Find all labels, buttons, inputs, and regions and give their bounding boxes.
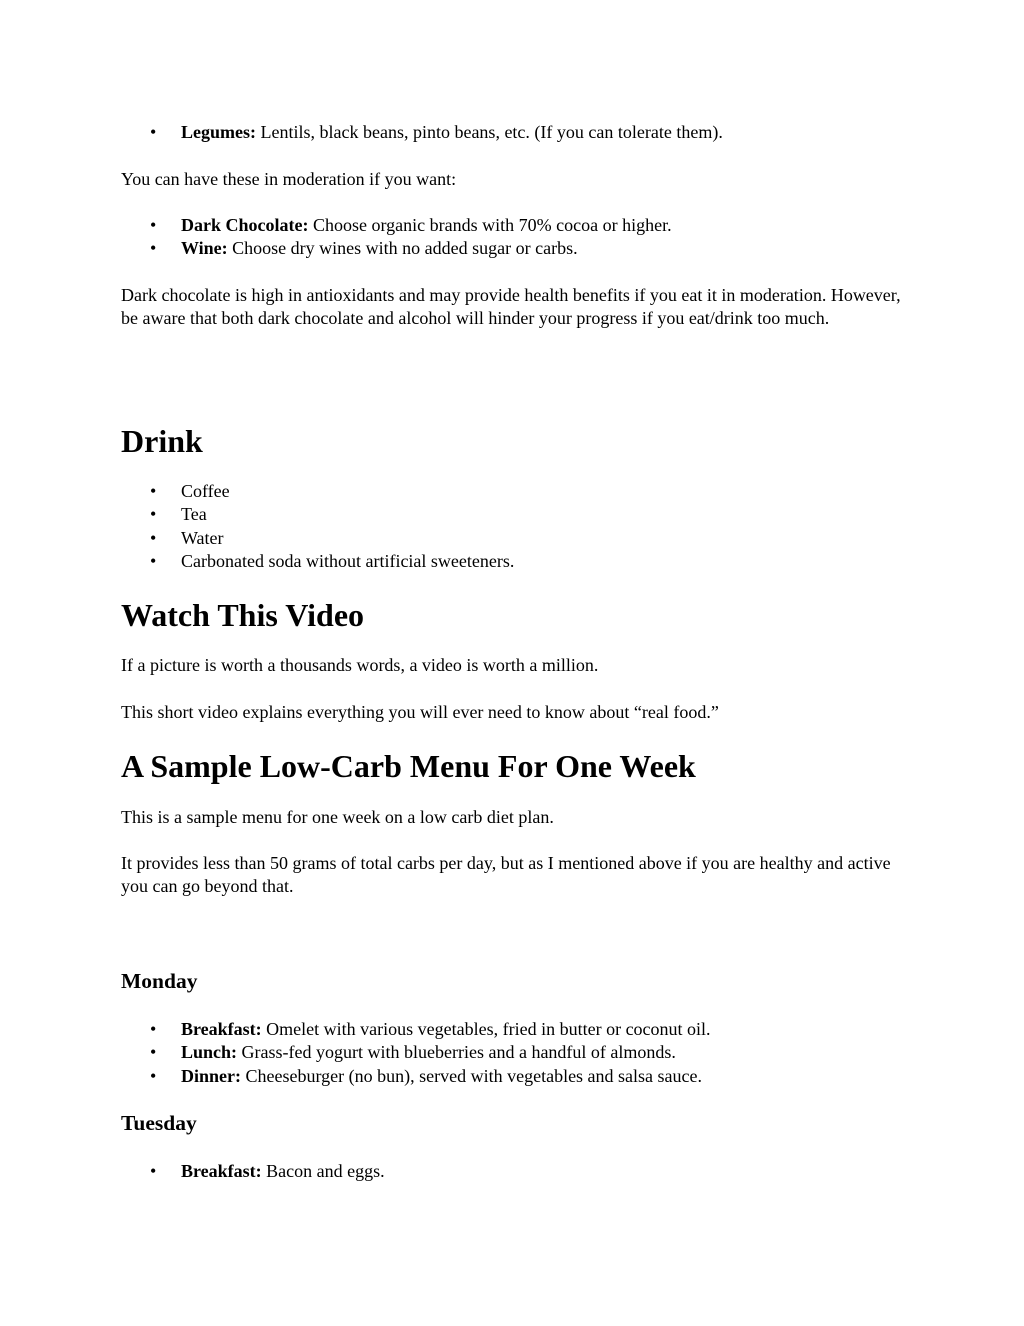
- monday-heading: Monday: [121, 969, 198, 993]
- item-label: Breakfast:: [181, 1161, 262, 1181]
- item-text: Tea: [181, 504, 207, 525]
- video-paragraph-1: If a picture is worth a thousands words, a video is worth a million.: [121, 655, 599, 675]
- bullet-icon: •: [150, 215, 157, 235]
- item-label: Lunch:: [181, 1042, 238, 1063]
- list-item: [121, 1160, 911, 1183]
- tuesday-list: [121, 1160, 911, 1183]
- drink-heading: Drink: [121, 423, 203, 459]
- moderation-intro: You can have these in moderation if you want:: [121, 169, 457, 189]
- item-label: Dinner:: [181, 1065, 241, 1086]
- menu-paragraph-1: This is a sample menu for one week on a low carb diet plan.: [121, 807, 554, 827]
- bullet-icon: •: [150, 1161, 157, 1181]
- item-text: Carbonated soda without artificial sweeteners.: [181, 550, 515, 571]
- bullet-icon: •: [150, 122, 157, 142]
- menu-paragraph-2: It provides less than 50 grams of total carbs per day, but as I mentioned above if you are healthy and active you can go beyond that.: [121, 853, 891, 896]
- item-label: Wine:: [181, 238, 228, 259]
- item-text: Choose organic brands with 70% cocoa or higher.: [308, 215, 672, 235]
- menu-heading: A Sample Low-Carb Menu For One Week: [121, 748, 696, 784]
- monday-list: [121, 1018, 911, 1088]
- list-item: [121, 1041, 911, 1064]
- video-paragraph-2: This short video explains everything you will ever need to know about “real food.”: [121, 702, 719, 722]
- list-item: [121, 237, 911, 260]
- item-text: Omelet with various vegetables, fried in butter or coconut oil.: [261, 1019, 711, 1039]
- item-text: Lentils, black beans, pinto beans, etc. (If you can tolerate them).: [256, 122, 723, 142]
- item-label: Breakfast:: [181, 1019, 262, 1039]
- moderation-note: Dark chocolate is high in antioxidants and may provide health benefits if you eat it in moderation. However, be aware that both dark chocolate and alcohol will hinder your progress if you eat/drink too much.: [121, 285, 901, 328]
- item-text: Cheeseburger (no bun), served with vegetables and salsa sauce.: [241, 1065, 703, 1086]
- list-item: [121, 550, 911, 573]
- video-heading: Watch This Video: [121, 597, 365, 633]
- bullet-icon: •: [150, 1065, 157, 1086]
- bullet-icon: •: [150, 527, 157, 548]
- bullet-icon: •: [150, 550, 157, 571]
- list-item: [121, 1018, 911, 1041]
- list-item: [121, 214, 911, 237]
- bullet-icon: •: [150, 238, 157, 259]
- item-text: Choose dry wines with no added sugar or carbs.: [227, 238, 578, 259]
- item-text: Bacon and eggs.: [261, 1161, 385, 1181]
- list-item: [121, 121, 911, 144]
- list-item: [121, 1065, 911, 1088]
- tuesday-heading: Tuesday: [121, 1111, 197, 1135]
- list-item: [121, 527, 911, 550]
- item-label: Legumes:: [181, 122, 256, 142]
- bullet-icon: •: [150, 1042, 157, 1063]
- drink-list: [121, 480, 911, 573]
- list-item: [121, 503, 911, 526]
- legumes-list: [121, 121, 911, 144]
- moderation-list: [121, 214, 911, 261]
- item-text: Grass-fed yogurt with blueberries and a handful of almonds.: [237, 1042, 676, 1063]
- bullet-icon: •: [150, 504, 157, 525]
- item-text: Water: [181, 527, 224, 548]
- bullet-icon: •: [150, 1019, 157, 1039]
- bullet-icon: •: [150, 481, 157, 501]
- item-text: Coffee: [181, 481, 230, 501]
- list-item: [121, 480, 911, 503]
- item-label: Dark Chocolate:: [181, 215, 309, 235]
